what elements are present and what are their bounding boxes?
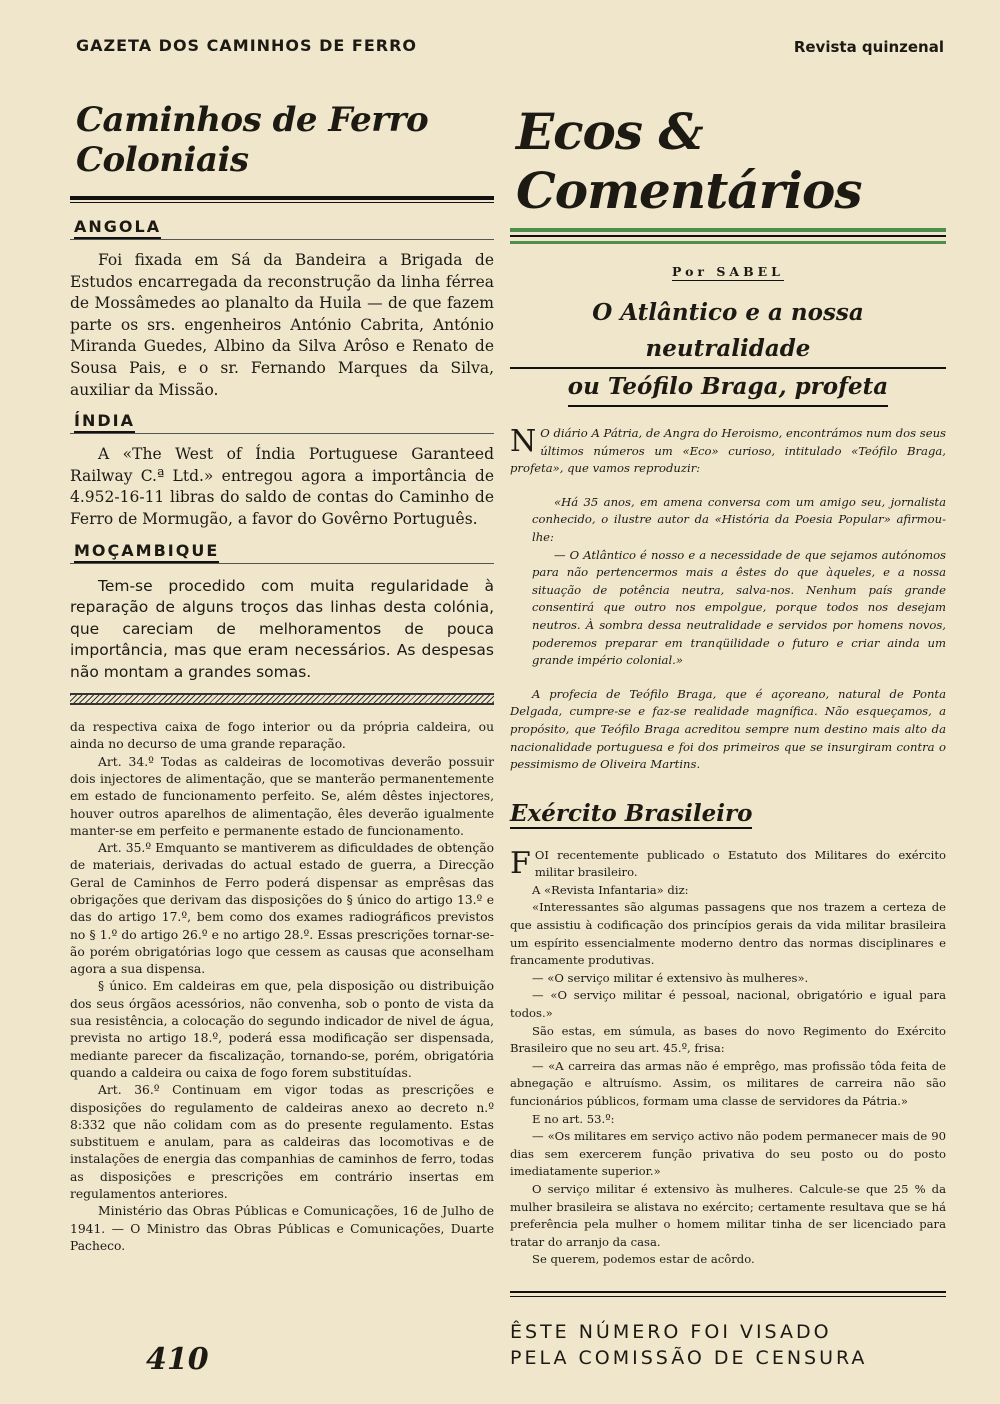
- censorship-notice: [510, 1319, 946, 1371]
- section-heading-angola: ANGOLA: [74, 217, 161, 239]
- end-rule-thin: [510, 1296, 946, 1297]
- running-header: GAZETA DOS CAMINHOS DE FERRO: [76, 36, 418, 55]
- article-title-atlantico: [510, 295, 946, 407]
- angola-section: [70, 213, 494, 401]
- regulation-text: [70, 719, 494, 1255]
- right-column: [510, 80, 946, 1371]
- byline: [510, 264, 946, 279]
- quotation: [510, 494, 946, 670]
- article-title-line: O Atlântico e a nossa neutralidade: [510, 295, 946, 369]
- regulation-paragraph: Ministério das Obras Públicas e Comunicações, 16 de Julho de 1941. — O Ministro das Obras Públicas e Comunicações, Duarte Pacheco.: [70, 1204, 494, 1253]
- india-section: [70, 407, 494, 530]
- decorative-divider: [70, 693, 494, 705]
- article-body-atlantico: [510, 425, 946, 774]
- article-paragraph: — «O serviço militar é extensivo às mulheres».: [532, 970, 809, 985]
- green-rule: [510, 241, 946, 244]
- india-text: A «The West of Índia Portuguese Garanteed Railway C.ª Ltd.» entregou agora a importância de 4.952-16-11 libras do saldo de contas do Caminho de Ferro de Mormugão, a favor do Govêrno Português.: [70, 445, 494, 528]
- article-paragraph: O serviço militar é extensivo às mulheres. Calcule-se que 25 % da mulher brasileira se alistava no exército; certamente resultava que se há preferência pela mulher o homem militar tinha de ser licenciado para tratar do arranjo da casa.: [510, 1181, 946, 1249]
- quote-paragraph: — O Atlântico é nosso e a necessidade de que sejamos autónomos para não pertencermos mais a êstes do que àqueles, e a nossa situação de potência neutra, salva-nos. Nenhum país grande consentirá que outro nos empolgue, porque todos nos desejam neutros. À sombra dessa neutralidade e servidos por homens novos, poderemos preparar em tranqüilidade o futuro e criar ainda um grande império colonial.»: [532, 547, 946, 668]
- regulation-paragraph: § único. Em caldeiras em que, pela disposição ou distribuição dos seus órgãos acessórios, não convenha, sob o ponto de vista da sua resistência, a colocação do segundo indicador de nivel de água, prevista no artigo 18.º, poderá essa modificação ser dispensada, mediante parecer da fiscalização, tornando-se, porém, obrigatória quando a caldeira ou caixa de fogo forem substituídas.: [70, 979, 494, 1080]
- regulation-paragraph: Art. 35.º Emquanto se mantiverem as dificuldades de obtenção de materiais, derivadas do actual estado de guerra, a Direcção Geral de Caminhos de Ferro poderá dispensar as emprêsas das obrigações que derivam das disposições do § único do artigo 13.º e das do artigo 17.º, bem como dos exames radiográficos previstos no § 1.º do artigo 26.º e no artigo 28.º. Essas prescrições tornar-se-ão porém obrigatórias logo que cessem as causas que aconselham agora a sua dispensa.: [70, 841, 494, 977]
- quote-paragraph: «Há 35 anos, em amena conversa com um amigo seu, jornalista conhecido, o ilustre autor da «História da Poesia Popular» afirmou-lhe:: [532, 494, 946, 544]
- article-title-exercito: Exército Brasileiro: [510, 799, 753, 827]
- paragraph-text: OI recentemente publicado o Estatuto dos Militares do exército militar brasileiro.: [534, 847, 946, 880]
- article-paragraph: A «Revista Infantaria» diz:: [532, 882, 689, 897]
- article-title-line: ou Teófilo Braga, profeta: [568, 369, 888, 407]
- green-rule: [510, 228, 946, 232]
- heading-rule: [70, 563, 494, 564]
- page-number: 410: [146, 1342, 209, 1377]
- censorship-line: ÊSTE NÚMERO FOI VISADO: [510, 1320, 832, 1343]
- section-title-colonial-railways: Caminhos de Ferro Coloniais: [76, 100, 429, 180]
- section-title-ecos: Ecos & Comentários: [516, 102, 862, 220]
- mocambique-text: Tem-se procedido com muita regularidade à reparação de alguns troços das linhas desta colónia, que careciam de melhoramentos de pouca importância, mas que eram necessários. As despesas não montam a grandes somas.: [70, 576, 494, 681]
- article-paragraph: — «O serviço militar é pessoal, nacional, obrigatório e igual para todos.»: [510, 988, 946, 1021]
- title-rule-thin: [70, 202, 494, 203]
- article-paragraph: Se querem, podemos estar de acôrdo.: [532, 1252, 755, 1267]
- mocambique-section: [70, 537, 494, 684]
- angola-text: Foi fixada em Sá da Bandeira a Brigada de Estudos encarregada da reconstrução da linha férrea de Mossâmedes ao planalto da Huila — de que fazem parte os srs. engenheiros António Cabrita, António Miranda Guedes, Albino da Silva Arôso e Renato de Sousa Pais, e o sr. Fernando Marques da Silva, auxiliar da Missão.: [70, 251, 494, 399]
- end-rule: [510, 1291, 946, 1293]
- article-paragraph: «Interessantes são algumas passagens que nos trazem a certeza de que assistiu à codificação dos princípios gerais da vida militar brasileira um espírito essencialmente moderno dentro das normas disciplinares e francamente produtivas.: [510, 900, 946, 968]
- left-column: [70, 80, 494, 1255]
- byline-text: Por SABEL: [672, 264, 784, 279]
- regulation-paragraph: Art. 34.º Todas as caldeiras de locomotivas deverão possuir dois injectores de alimentação, que se manterão permanentemente em estado de funcionamento perfeito. Se, além dêstes injectores, houver outros aparelhos de alimentação, êles deverão igualmente manter-se em perfeito e permanente estado de funcionamento.: [70, 754, 494, 838]
- regulation-paragraph: Art. 36.º Continuam em vigor todas as prescrições e disposições do regulamento de caldeiras anexo ao decreto n.º 8:332 que não colidam com as do presente regulamento. Estas substituem e anulam, para as caldeiras das locomotivas e de instalações de energia das companhias de caminhos de ferro, todas as disposições e prescrições em contrário insertas em regulamentos anteriores.: [70, 1083, 494, 1202]
- article-intro: [510, 425, 946, 478]
- section-heading-india: ÍNDIA: [74, 411, 135, 433]
- publication-frequency: Revista quinzenal: [793, 38, 944, 56]
- censorship-line: PELA COMISSÃO DE CENSURA: [510, 1346, 868, 1369]
- regulation-paragraph: da respectiva caixa de fogo interior ou da própria caldeira, ou ainda no decurso de uma grande reparação.: [70, 720, 494, 752]
- intro-text: O diário A Pátria, de Angra do Heroismo, encontrámos num dos seus últimos números um «Eco» curioso, intitulado «Teófilo Braga, profeta», que vamos reproduzir:: [510, 426, 946, 476]
- heading-rule: [70, 433, 494, 434]
- article-paragraph: — «A carreira das armas não é emprêgo, mas profissão tôda feita de abnegação e altruísmo. Assim, os militares de carreira não são funcionários públicos, formam uma classe de servidores da Pátria.»: [510, 1058, 946, 1108]
- article-paragraph: E no art. 53.º:: [532, 1111, 615, 1126]
- drop-cap: F: [510, 845, 531, 881]
- heading-rule: [70, 239, 494, 240]
- article-paragraph: São estas, em súmula, as bases do novo Regimento do Exército Brasileiro que no seu art. 45.º, frisa:: [510, 1023, 946, 1056]
- article-paragraph: [510, 847, 946, 882]
- black-rule: [510, 235, 946, 237]
- article-paragraph: — «Os militares em serviço activo não podem permanecer mais de 90 dias sem exercerem função privativa do seu posto ou do posto imediatamente superior.»: [510, 1129, 946, 1179]
- section-heading-mocambique: MOÇAMBIQUE: [74, 541, 219, 563]
- drop-cap: N: [510, 424, 537, 459]
- title-rule: [70, 196, 494, 200]
- article-closing: A profecia de Teófilo Braga, que é açoreano, natural de Ponta Delgada, cumpre-se e faz-se realidade magnífica. Não esqueçamos, a propósito, que Teófilo Braga acreditou sempre num destino mais alto da nacionalidade portuguesa e foi dos primeiros que se insurgiram contra o pessimismo de Oliveira Martins.: [510, 686, 946, 772]
- article-body-exercito: [510, 847, 946, 1269]
